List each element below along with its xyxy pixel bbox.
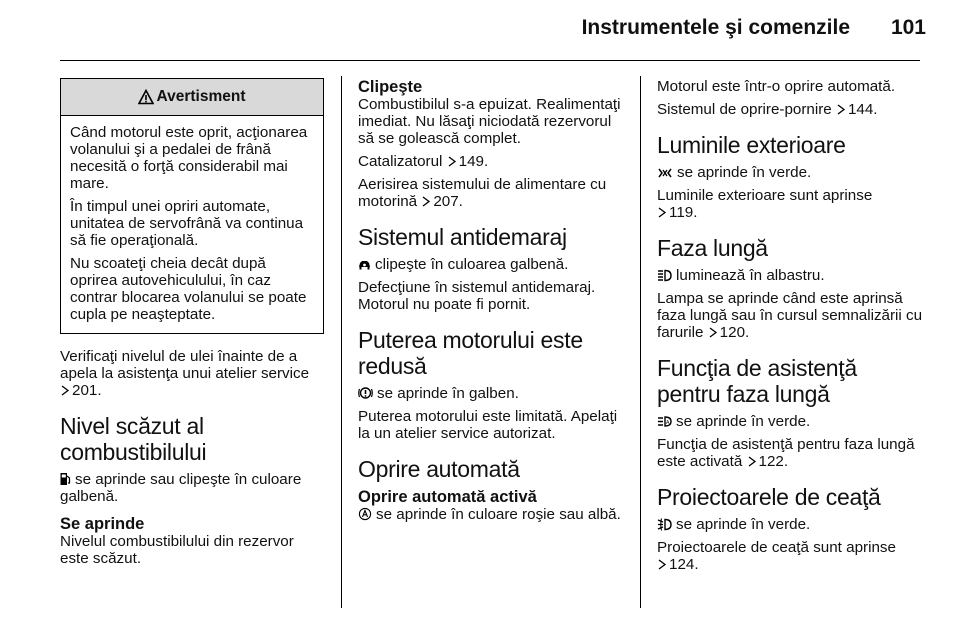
fog-lights-heading: Proiectoarele de ceaţă xyxy=(657,484,881,510)
immobilizer-paragraph: clipeşte în culoarea galbenă. xyxy=(358,256,626,273)
warning-paragraph: Nu scoateţi cheia decât după oprirea autovehiculului, în caz contrar blocarea volanului se poate cupla pe neaşteptate. xyxy=(70,255,307,323)
fog-lights-paragraph: se aprinde în verde. xyxy=(657,516,925,533)
power-heading: Puterea motorului este redusă xyxy=(358,327,583,379)
stop-start-paragraph: Sistemul de oprire-pornire 144. xyxy=(657,101,878,118)
immobilizer-fault-paragraph: Defecţiune în sistemul antidemaraj. Motorul nu poate fi pornit. xyxy=(358,279,596,313)
high-beam-icon xyxy=(657,269,672,282)
fuel-heading: Nivel scăzut al combustibilului xyxy=(60,413,207,465)
page-ref-arrow-icon xyxy=(421,194,431,205)
high-beam-assist-paragraph: A se aprinde în verde. xyxy=(657,413,925,430)
page-ref-arrow-icon xyxy=(60,383,70,394)
autostop-subheading: Oprire automată activă xyxy=(358,488,537,506)
lit-subheading: Se aprinde xyxy=(60,515,145,533)
flash-subheading: Clipeşte xyxy=(358,78,423,96)
warning-paragraph: Când motorul este oprit, acţionarea volanului şi a pedalei de frână necesită o forţă considerabil mai mare. xyxy=(70,124,308,192)
high-beam-assist-heading: Funcţia de asistenţă pentru faza lungă xyxy=(657,355,857,407)
svg-text:A: A xyxy=(666,420,670,426)
high-beam-assist-detail: Funcţia de asistenţă pentru faza lungă este activată 122. xyxy=(657,436,915,470)
page-ref-arrow-icon xyxy=(447,154,457,165)
fog-lights-detail: Proiectoarele de ceaţă sunt aprinse 124. xyxy=(657,539,896,573)
column-divider xyxy=(341,76,342,608)
exterior-lights-paragraph: se aprinde în verde. xyxy=(657,164,925,181)
immobilizer-heading: Sistemul antidemaraj xyxy=(358,224,567,250)
page-ref[interactable]: 207. xyxy=(433,193,463,210)
column-divider xyxy=(640,76,641,608)
bleed-paragraph: Aerisirea sistemului de alimentare cu motorină 207. xyxy=(358,176,607,210)
exterior-lights-heading: Luminile exterioare xyxy=(657,132,846,158)
page-ref[interactable]: 149. xyxy=(458,153,489,170)
warning-header xyxy=(61,79,323,116)
warning-box xyxy=(60,78,324,334)
autostop-paragraph: se aprinde în culoare roşie sau albă. xyxy=(358,506,626,523)
exterior-lights-detail: Luminile exterioare sunt aprinse 119. xyxy=(657,187,873,221)
catalyst-paragraph: Catalizatorul 149. xyxy=(358,153,489,170)
high-beam-heading: Faza lungă xyxy=(657,235,768,261)
column-2 xyxy=(358,78,626,529)
page-ref[interactable]: 144. xyxy=(847,101,878,118)
page-ref-arrow-icon xyxy=(747,454,757,465)
exterior-lights-icon xyxy=(657,167,673,179)
header-rule xyxy=(60,60,920,61)
fuel-pump-icon xyxy=(60,472,71,486)
page-ref-arrow-icon xyxy=(657,557,667,568)
page-ref[interactable]: 201. xyxy=(72,382,102,399)
auto-stop-icon xyxy=(358,507,372,521)
front-fog-light-icon xyxy=(657,518,672,531)
fuel-paragraph: se aprinde sau clipeşte în culoare galbenă. xyxy=(60,471,302,505)
high-beam-detail: Lampa se aprinde când este aprinsă faza lungă sau în cursul semnalizării cu farurile 120. xyxy=(657,290,923,341)
page-ref[interactable]: 119. xyxy=(669,204,698,221)
car-key-icon xyxy=(358,259,371,271)
page-ref-arrow-icon xyxy=(657,205,667,216)
power-detail-paragraph: Puterea motorului este limitată. Apelaţi la un atelier service autorizat. xyxy=(358,408,618,442)
high-beam-assist-icon xyxy=(657,415,672,428)
column-1 xyxy=(60,78,324,573)
high-beam-paragraph: luminează în albastru. xyxy=(657,267,925,284)
running-title: Instrumentele şi comenzile xyxy=(581,16,850,39)
oil-paragraph: Verificaţi nivelul de ulei înainte de a apela la asistenţa unui atelier service 201. xyxy=(60,348,310,399)
page-ref[interactable]: 120. xyxy=(719,324,750,341)
lit-paragraph: Nivelul combustibilului din rezervor este scăzut. xyxy=(60,533,294,567)
reduced-power-icon xyxy=(358,386,373,400)
page-ref[interactable]: 124. xyxy=(669,556,699,573)
warning-title: Avertisment xyxy=(156,88,246,105)
column-3 xyxy=(657,78,925,579)
power-paragraph: se aprinde în galben. xyxy=(358,385,626,402)
page-ref-arrow-icon xyxy=(708,325,718,336)
page-header xyxy=(0,0,960,60)
autostop-heading: Oprire automată xyxy=(358,456,520,482)
page-ref-arrow-icon xyxy=(836,102,846,113)
autostop-status-paragraph: Motorul este într-o oprire automată. xyxy=(657,78,896,95)
page-ref[interactable]: 122. xyxy=(758,453,789,470)
flash-paragraph: Combustibilul s-a epuizat. Realimentaţi imediat. Nu lăsaţi niciodată rezervorul să se golească complet. xyxy=(358,96,621,147)
warning-paragraph: În timpul unei opriri automate, unitatea de servofrână va continua să fie operaţională. xyxy=(70,198,304,249)
warning-triangle-icon xyxy=(138,89,154,105)
warning-body xyxy=(61,116,323,333)
page-number: 101 xyxy=(890,16,926,39)
